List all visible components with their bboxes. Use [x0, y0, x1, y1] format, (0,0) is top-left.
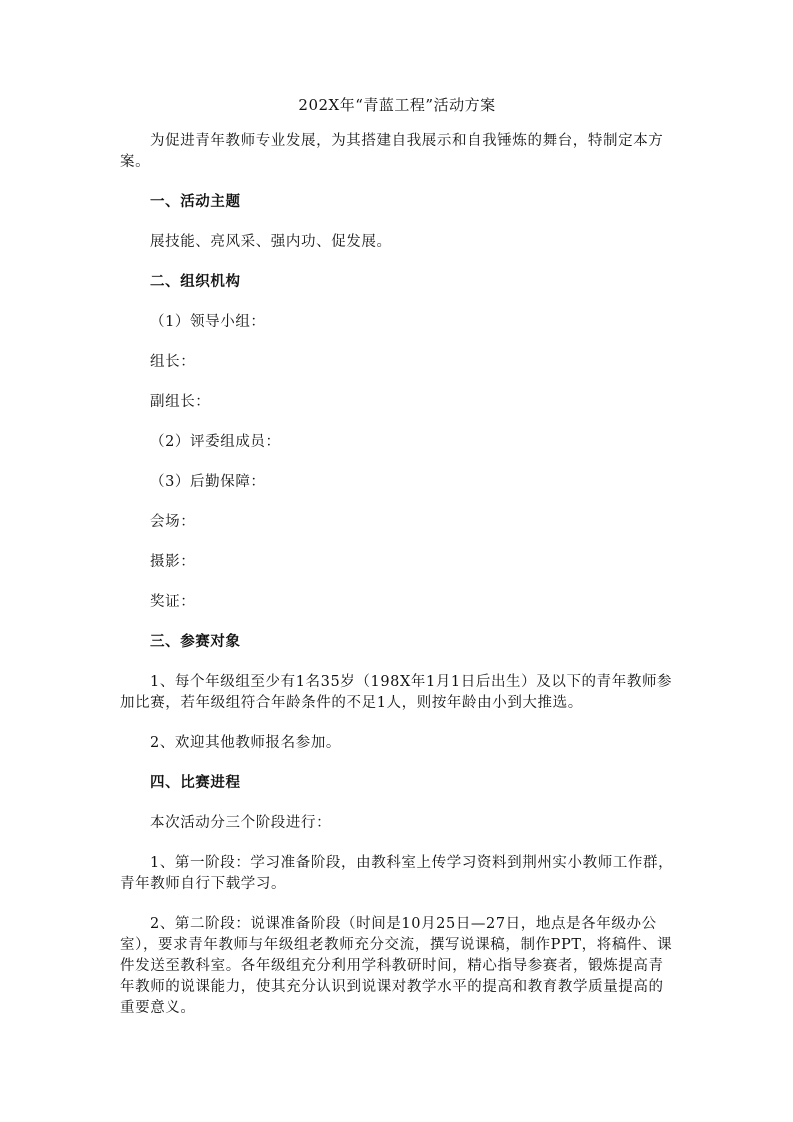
section-heading-process: 四、比赛进程 — [150, 775, 241, 791]
section-heading-participants: 三、参赛对象 — [150, 634, 241, 650]
org-photography: 摄影： — [150, 554, 196, 570]
process-stage-1: 1、第一阶段：学习准备阶段，由教科室上传学习资料到荆州实小教师工作群，青年教师自行下载学习。 — [120, 855, 674, 892]
participants-paragraph-1: 1、每个年级组至少有1名35岁（198X年1月1日后出生）及以下的青年教师参加比赛，若年级组符合年龄条件的不足1人，则按年龄由小到大推选。 — [120, 674, 673, 711]
process-intro: 本次活动分三个阶段进行： — [150, 815, 332, 831]
document-title: 202X年“青蓝工程”活动方案 — [298, 96, 496, 114]
org-leader: 组长： — [150, 354, 196, 370]
participants-paragraph-2: 2、欢迎其他教师报名参加。 — [150, 735, 342, 751]
process-stage-2: 2、第二阶段：说课准备阶段（时间是10月25日—27日，地点是各年级办公室），要求青年教师与年级组老教师充分交流，撰写说课稿，制作PPT，将稿件、课件发送至教科室。各年级组充分利用学科教研时间，精心指导参赛者，锻炼提高青年教师的说课能力，使其充分认识到说课对教学水平的提高和教育教学质量提高的重要意义。 — [120, 916, 673, 1016]
org-item-logistics: （3）后勤保障： — [150, 474, 266, 490]
theme-text: 展技能、亮风采、强内功、促发展。 — [150, 234, 392, 250]
section-heading-organization: 二、组织机构 — [150, 274, 241, 290]
org-venue: 会场： — [150, 514, 196, 530]
section-heading-theme: 一、活动主题 — [150, 194, 241, 210]
org-item-judges: （2）评委组成员： — [150, 434, 281, 450]
document-body — [120, 95, 674, 1019]
org-item-leadership-group: （1）领导小组： — [150, 314, 266, 330]
intro-paragraph: 为促进青年教师专业发展，为其搭建自我展示和自我锤炼的舞台，特制定本方案。 — [120, 133, 664, 170]
org-certificates: 奖证： — [150, 594, 196, 610]
org-vice-leader: 副组长： — [150, 394, 211, 410]
